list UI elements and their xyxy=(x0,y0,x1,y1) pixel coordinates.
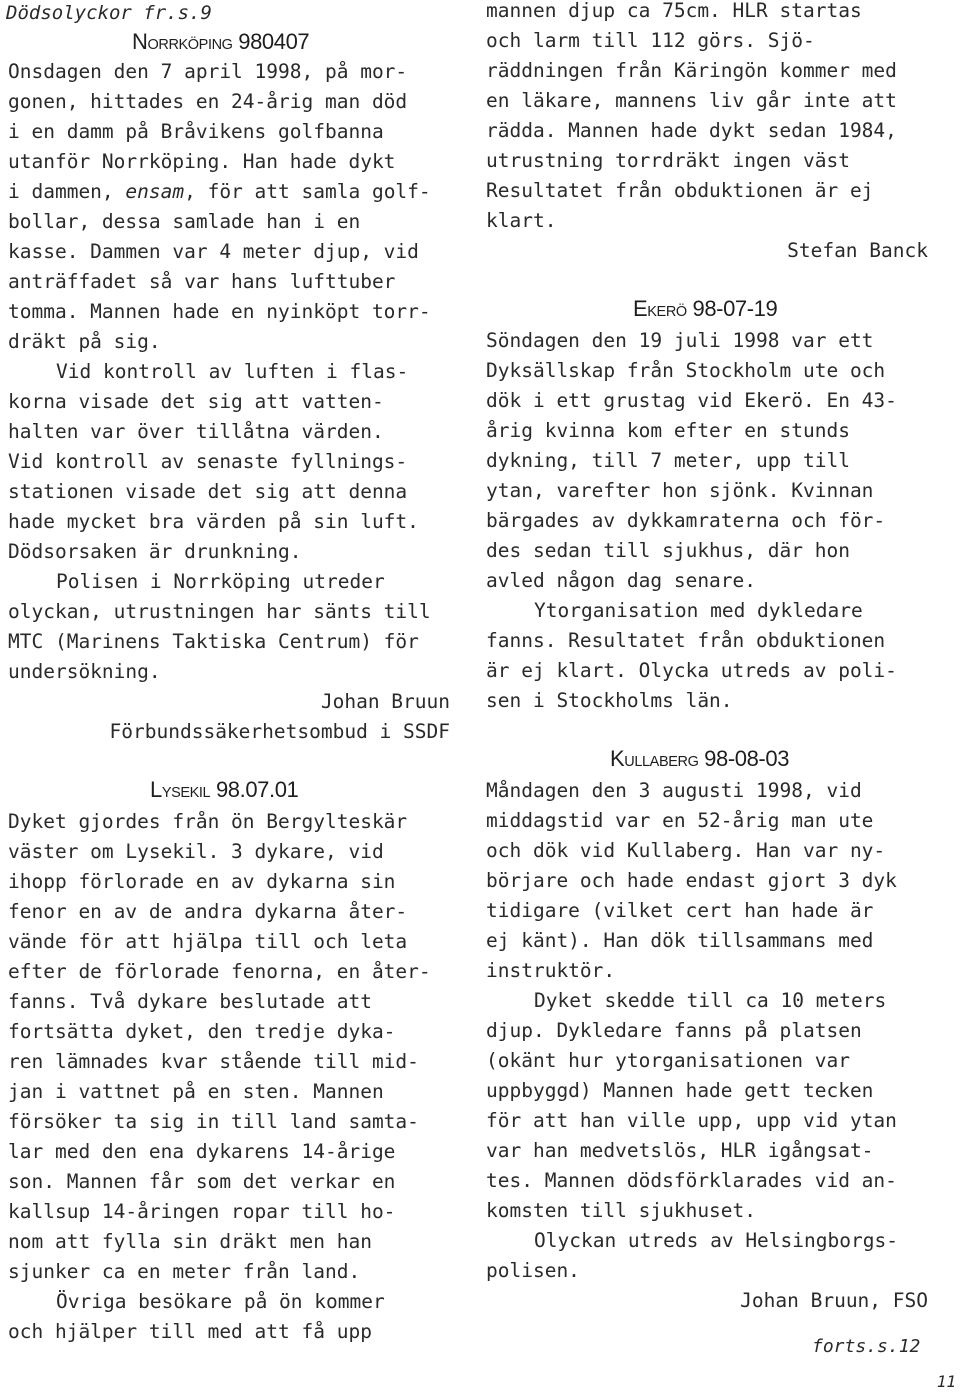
emphasis-text: ensam xyxy=(125,180,185,203)
body-line: hade mycket bra värden på sin luft. xyxy=(8,510,419,533)
body-line: son. Mannen får som det verkar en xyxy=(8,1170,396,1193)
body-line: tomma. Mannen hade en nyinköpt torr- xyxy=(8,300,431,323)
body-line: fanns. Två dykare beslutade att xyxy=(8,990,372,1013)
heading-place: YSEKIL xyxy=(161,785,211,801)
body-line: väster om Lysekil. 3 dykare, vid xyxy=(8,840,384,863)
body-line: djup. Dykledare fanns på platsen xyxy=(486,1019,862,1042)
article-heading-norrkoping xyxy=(132,29,309,58)
body-line: årig kvinna kom efter en stunds xyxy=(486,419,850,442)
body-line: ihopp förlorade en av dykarna sin xyxy=(8,870,396,893)
heading-initial: K xyxy=(610,746,625,771)
body-line: efter de förlorade fenorna, en åter- xyxy=(8,960,431,983)
body-line: Övriga besökare på ön kommer xyxy=(56,1290,385,1313)
body-line: korna visade det sig att vatten- xyxy=(8,390,384,413)
body-line: sen i Stockholms län. xyxy=(486,689,733,712)
body-line: tes. Mannen dödsförklarades vid an- xyxy=(486,1169,897,1192)
body-line: Dödsorsaken är drunkning. xyxy=(8,540,302,563)
body-line: och dök vid Kullaberg. Han var ny- xyxy=(486,839,886,862)
signature: Johan Bruun, FSO xyxy=(740,1289,928,1312)
heading-initial: L xyxy=(150,777,162,802)
body-line: Onsdagen den 7 april 1998, på mor- xyxy=(8,60,408,83)
body-line: vände för att hjälpa till och leta xyxy=(8,930,408,953)
body-line: dök i ett grustag vid Ekerö. En 43- xyxy=(486,389,897,412)
body-line: (okänt hur ytorganisationen var xyxy=(486,1049,850,1072)
body-line: rädda. Mannen hade dykt sedan 1984, xyxy=(486,119,897,142)
body-line: Vid kontroll av luften i flas- xyxy=(56,360,409,383)
body-line: Ytorganisation med dykledare xyxy=(534,599,863,622)
body-line: komsten till sjukhuset. xyxy=(486,1199,757,1222)
body-line: lar med den ena dykarens 14-årige xyxy=(8,1140,396,1163)
body-line: räddningen från Käringön kommer med xyxy=(486,59,897,82)
body-line: fortsätta dyket, den tredje dyka- xyxy=(8,1020,396,1043)
body-text: i dammen, xyxy=(8,180,126,203)
body-line: försöker ta sig in till land samta- xyxy=(8,1110,419,1133)
body-line: i en damm på Bråvikens golfbanna xyxy=(8,120,384,143)
body-line: ren lämnades kvar stående till mid- xyxy=(8,1050,419,1073)
body-line: fenor en av de andra dykarna åter- xyxy=(8,900,408,923)
body-line: fanns. Resultatet från obduktionen xyxy=(486,629,886,652)
signature: Stefan Banck xyxy=(787,239,928,262)
body-line: MTC (Marinens Taktiska Centrum) för xyxy=(8,630,419,653)
body-text: , för att samla golf- xyxy=(184,180,431,203)
heading-place: KERÖ xyxy=(647,304,687,320)
running-head: Dödsolyckor fr.s.9 xyxy=(6,2,212,24)
body-line: stationen visade det sig att denna xyxy=(8,480,408,503)
body-line xyxy=(8,177,431,207)
signature-title: Förbundssäkerhetsombud i SSDF xyxy=(109,720,450,743)
body-line: och larm till 112 görs. Sjö- xyxy=(486,29,815,52)
body-line: halten var över tillåtna värden. xyxy=(8,420,384,443)
body-line: gonen, hittades en 24-årig man död xyxy=(8,90,408,113)
body-line: utrustning torrdräkt ingen väst xyxy=(486,149,850,172)
heading-date: 98-07-19 xyxy=(686,296,778,321)
heading-date: 98.07.01 xyxy=(210,777,299,802)
continuation-note: forts.s.12 xyxy=(812,1336,921,1357)
body-line: bärgades av dykkamraterna och för- xyxy=(486,509,886,532)
body-line: tidigare (vilket cert han hade är xyxy=(486,899,874,922)
body-line: bollar, dessa samlade han i en xyxy=(8,210,361,233)
heading-date: 980407 xyxy=(232,29,310,54)
body-line: Polisen i Norrköping utreder xyxy=(56,570,385,593)
body-line: Dyket skedde till ca 10 meters xyxy=(534,989,887,1012)
heading-place: ORRKÖPING xyxy=(147,37,233,53)
page-number: 11 xyxy=(936,1372,956,1391)
body-line: Vid kontroll av senaste fyllnings- xyxy=(8,450,408,473)
body-line: jan i vattnet på en sten. Mannen xyxy=(8,1080,384,1103)
body-line: uppbyggd) Mannen hade gett tecken xyxy=(486,1079,874,1102)
body-line: är ej klart. Olycka utreds av poli- xyxy=(486,659,897,682)
body-line: nom att fylla sin dräkt men han xyxy=(8,1230,372,1253)
heading-date: 98-08-03 xyxy=(698,746,790,771)
body-line: ej känt). Han dök tillsammans med xyxy=(486,929,874,952)
body-line: sjunker ca en meter från land. xyxy=(8,1260,361,1283)
heading-initial: E xyxy=(633,296,648,321)
body-line: avled någon dag senare. xyxy=(486,569,757,592)
body-line: kallsup 14-åringen ropar till ho- xyxy=(8,1200,396,1223)
body-line: Olyckan utreds av Helsingborgs- xyxy=(534,1229,898,1252)
body-line: des sedan till sjukhus, där hon xyxy=(486,539,850,562)
body-line: var han medvetslös, HLR igångsat- xyxy=(486,1139,874,1162)
article-heading-lysekil xyxy=(150,777,298,806)
body-line: middagstid var en 52-årig man ute xyxy=(486,809,874,832)
body-line: anträffadet så var hans lufttuber xyxy=(8,270,396,293)
body-line: Söndagen den 19 juli 1998 var ett xyxy=(486,329,874,352)
body-line: undersökning. xyxy=(8,660,161,683)
body-line: utanför Norrköping. Han hade dykt xyxy=(8,150,396,173)
body-line: Dyket gjordes från ön Bergylteskär xyxy=(8,810,408,833)
body-line: polisen. xyxy=(486,1259,580,1282)
body-line: en läkare, mannens liv går inte att xyxy=(486,89,897,112)
body-line: Dyksällskap från Stockholm ute och xyxy=(486,359,886,382)
body-line: för att han ville upp, upp vid ytan xyxy=(486,1109,897,1132)
body-line: klart. xyxy=(486,209,557,232)
heading-initial: N xyxy=(132,29,148,54)
body-line: Måndagen den 3 augusti 1998, vid xyxy=(486,779,862,802)
body-line: dykning, till 7 meter, upp till xyxy=(486,449,850,472)
heading-place: ULLABERG xyxy=(624,754,699,770)
body-line: börjare och hade endast gjort 3 dyk xyxy=(486,869,897,892)
body-line: och hjälper till med att få upp xyxy=(8,1320,372,1343)
article-heading-ekero xyxy=(633,296,777,325)
body-line: instruktör. xyxy=(486,959,616,982)
body-line: dräkt på sig. xyxy=(8,330,161,353)
body-line: Resultatet från obduktionen är ej xyxy=(486,179,874,202)
body-line: mannen djup ca 75cm. HLR startas xyxy=(486,0,862,22)
article-heading-kullaberg xyxy=(610,746,789,775)
body-line: ytan, varefter hon sjönk. Kvinnan xyxy=(486,479,874,502)
body-line: olyckan, utrustningen har sänts till xyxy=(8,600,431,623)
body-line: kasse. Dammen var 4 meter djup, vid xyxy=(8,240,419,263)
signature-name: Johan Bruun xyxy=(320,690,450,713)
